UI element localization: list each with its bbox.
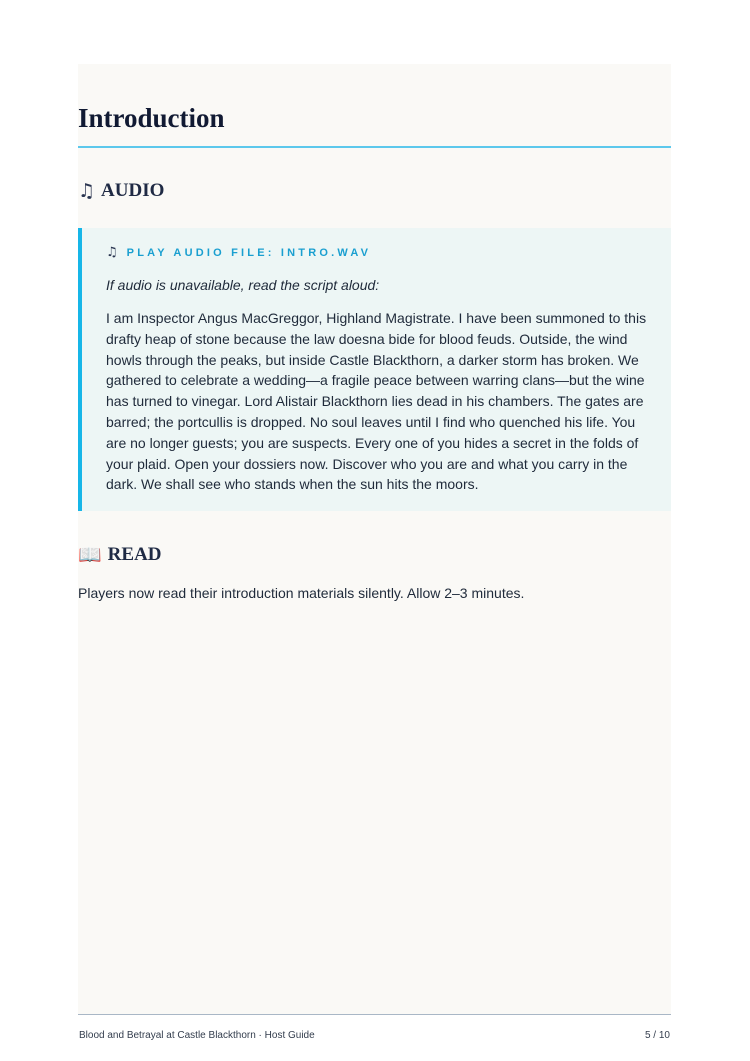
page-content <box>78 64 671 1014</box>
audio-script-text: I am Inspector Angus MacGreggor, Highland Magistrate. I have been summoned to this drafty heap of stone because the law doesna bide for blood feuds. Outside, the wind howls through the peaks, but inside Castle Blackthorn, a darker storm has broken. We gathered to celebrate a wedding—a fragile peace between warring clans—but the wine has turned to vinegar. Lord Alistair Blackthorn lies dead in his chambers. The gates are barred; the portcullis is dropped. No soul leaves until I find who quenched his life. You are no longer guests; you are suspects. Every one of you hides a secret in the folds of your plaid. Open your dossiers now. Discover who you are and what you carry in the dark. We shall see who stands when the sun hits the moors. <box>106 310 647 493</box>
page-title: Introduction <box>78 103 225 133</box>
read-heading-label: READ <box>107 544 162 565</box>
open-book-icon: 📖 <box>78 544 102 566</box>
title-divider <box>78 146 671 148</box>
musical-note-icon: ♫ <box>106 245 118 260</box>
audio-heading-label: AUDIO <box>101 180 165 201</box>
audio-section-heading <box>78 179 164 203</box>
musical-note-icon: ♫ <box>78 180 96 202</box>
audio-callout-box <box>78 228 671 511</box>
read-instruction-text: Players now read their introduction materials silently. Allow 2–3 minutes. <box>78 585 525 601</box>
footer-document-title: Blood and Betrayal at Castle Blackthorn · Host Guide <box>79 1030 315 1041</box>
footer-page-indicator: 5 / 10 <box>644 1030 670 1041</box>
read-section-heading <box>78 543 162 567</box>
footer-divider <box>78 1014 671 1015</box>
play-audio-label-text: PLAY AUDIO FILE: INTRO.WAV <box>126 246 372 259</box>
audio-fallback-note: If audio is unavailable, read the script aloud: <box>106 277 380 293</box>
play-audio-file-label[interactable] <box>106 245 371 260</box>
